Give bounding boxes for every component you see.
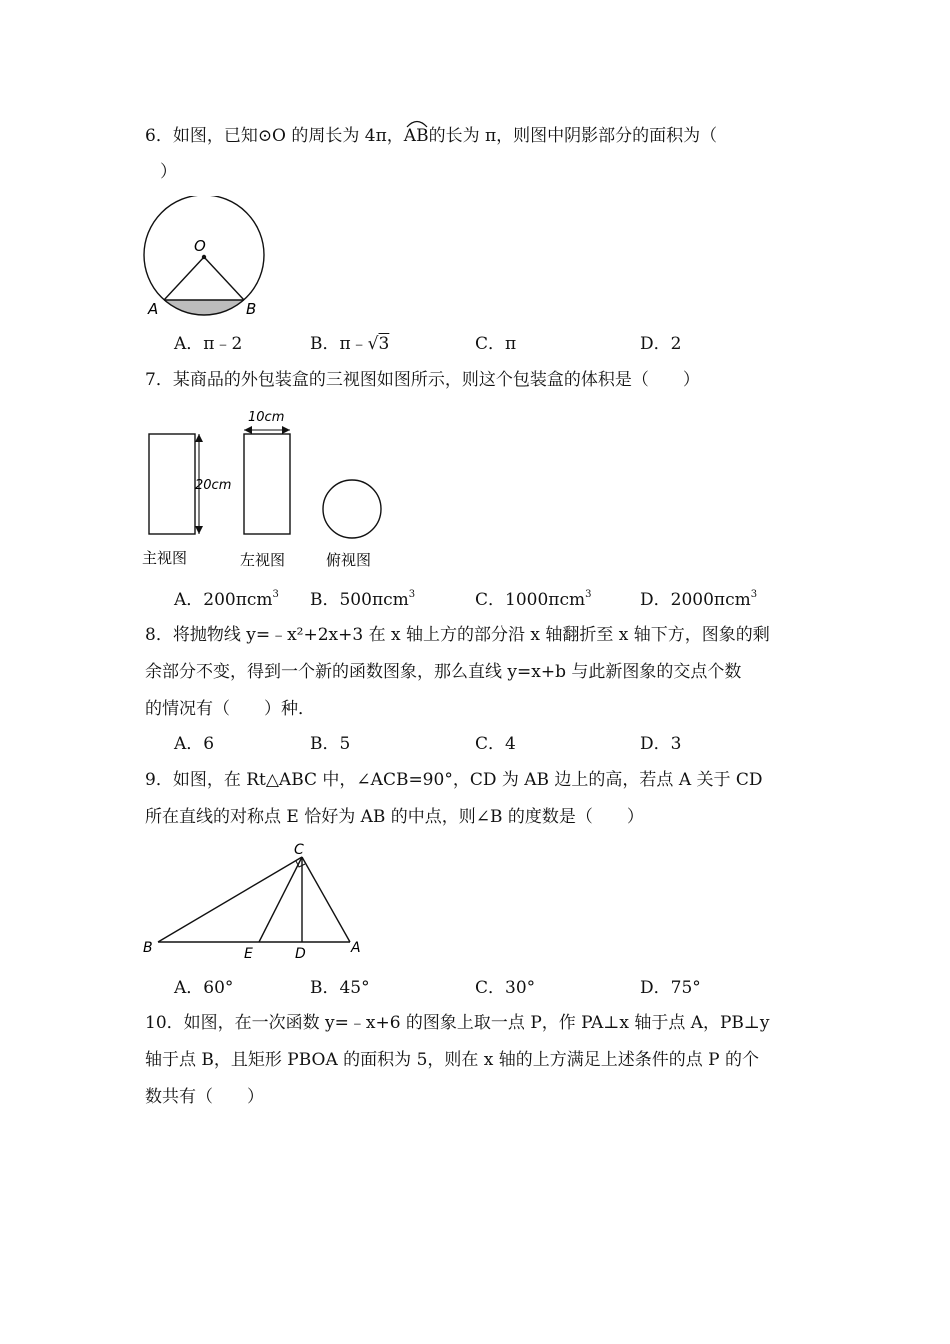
q8-option-c[interactable]: C．4 — [475, 734, 516, 754]
arrow-up-icon — [195, 434, 203, 442]
width-dim-label: 10cm — [248, 410, 285, 425]
q6-option-b[interactable]: B．π﹣√3 — [310, 334, 390, 354]
q6-stem-line1 — [145, 124, 717, 148]
label-o: O — [194, 237, 206, 255]
front-view-rect — [149, 434, 195, 534]
q9-triangle-figure — [138, 840, 368, 965]
arrow-left-icon — [244, 426, 252, 434]
q7-option-a[interactable]: A．200πcm$^3$ — [174, 589, 279, 610]
q8-option-d[interactable]: D．3 — [640, 734, 682, 754]
radius-oa — [164, 257, 204, 300]
height-dim-label: 20cm — [195, 478, 232, 493]
arrow-right-icon — [282, 426, 290, 434]
label-c: C — [294, 842, 304, 858]
q8-stem-line2: 余部分不变，得到一个新的函数图象，那么直线 y=x+b 与此新图象的交点个数 — [145, 662, 742, 682]
q10-stem-line3: 数共有（ ） — [145, 1087, 264, 1107]
q8-stem-line1: 8．将抛物线 y=﹣x²+2x+3 在 x 轴上方的部分沿 x 轴翻折至 x 轴下方，图象的剩 — [145, 625, 770, 645]
q6-option-a[interactable]: A．π﹣2 — [174, 334, 243, 354]
left-view-rect — [244, 434, 290, 534]
label-a: A — [148, 300, 159, 318]
q9-option-d[interactable]: D．75° — [640, 978, 701, 998]
radius-ob — [204, 257, 244, 300]
q10-stem-line2: 轴于点 B，且矩形 PBOA 的面积为 5，则在 x 轴的上方满足上述条件的点 P 的个 — [145, 1050, 760, 1070]
q7-three-views-figure — [140, 402, 400, 574]
front-view-label: 主视图 — [142, 549, 188, 567]
top-view-circle — [323, 480, 381, 538]
label-a: A — [351, 940, 361, 956]
q6-prefix: 6．如图，已知⊙O 的周长为 4π， — [145, 126, 404, 146]
q10-stem-line1: 10．如图，在一次函数 y=﹣x+6 的图象上取一点 P，作 PA⊥x 轴于点 A，PB⊥y — [145, 1013, 770, 1033]
q7-option-c[interactable]: C．1000πcm$^3$ — [475, 589, 592, 610]
label-b: B — [143, 940, 153, 956]
q6-option-c[interactable]: C．π — [475, 334, 517, 354]
sqrt-icon: √ — [367, 334, 379, 354]
q9-option-a[interactable]: A．60° — [174, 978, 234, 998]
q6-suffix: 的长为 π，则图中阴影部分的面积为（ — [428, 126, 718, 146]
label-b: B — [246, 300, 257, 318]
side-ca — [302, 857, 350, 942]
q6-option-d[interactable]: D．2 — [640, 334, 682, 354]
label-e: E — [244, 946, 253, 962]
q9-option-c[interactable]: C．30° — [475, 978, 536, 998]
q8-option-b[interactable]: B．5 — [310, 734, 351, 754]
q6-stem-line2: ） — [160, 162, 177, 182]
arrow-down-icon — [195, 526, 203, 534]
q9-option-b[interactable]: B．45° — [310, 978, 370, 998]
top-view-label: 俯视图 — [326, 551, 372, 569]
left-view-label: 左视图 — [240, 551, 286, 569]
label-d: D — [295, 946, 306, 962]
arc-symbol-icon — [405, 118, 429, 128]
q9-stem-line1: 9．如图，在 Rt△ABC 中，∠ACB=90°，CD 为 AB 边上的高，若点 A 关于 CD — [145, 770, 763, 790]
q8-option-a[interactable]: A．6 — [174, 734, 215, 754]
q7-stem: 7．某商品的外包装盒的三视图如图所示，则这个包装盒的体积是（ ） — [145, 370, 700, 390]
q7-option-d[interactable]: D．2000πcm$^3$ — [640, 589, 758, 610]
q6-arc-ab: AB — [404, 124, 429, 148]
q9-stem-line2: 所在直线的对称点 E 恰好为 AB 的中点，则∠B 的度数是（ ） — [145, 807, 644, 827]
q7-option-b[interactable]: B．500πcm$^3$ — [310, 589, 416, 610]
q8-stem-line3: 的情况有（ ）种． — [145, 699, 315, 719]
q6-circle-figure — [138, 196, 273, 321]
center-point — [202, 255, 206, 259]
